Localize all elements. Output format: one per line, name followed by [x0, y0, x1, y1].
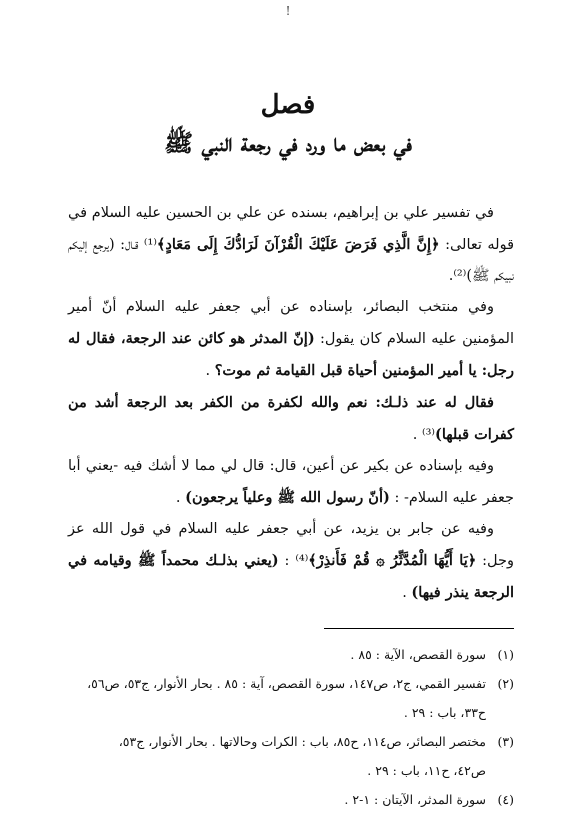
footnote: [62, 669, 514, 727]
text-run: ⁽²⁾.: [448, 268, 467, 284]
text-run: .: [175, 490, 186, 506]
footnote-line: ح٣٣، باب : ٢٩ .: [403, 705, 486, 720]
footnotes: [62, 640, 514, 814]
body-text: [68, 198, 514, 609]
text-run: .: [402, 585, 412, 601]
footnote-text: [62, 669, 486, 727]
quoted-text: (أنّ رسول الله ﷺ وعلياً يرجعون): [185, 489, 390, 506]
footnote-divider: [324, 628, 514, 629]
text-run: .: [205, 363, 215, 379]
footnote-line: مختصر البصائر، ص١١٤، ح٨٥، باب : الكرات وحالاتها . بحار الأنوار، ج٥٣،: [118, 734, 486, 749]
chapter-subheading: في بعض ما ورد في رجعة النبي ﷺ: [164, 128, 412, 157]
footnote-number: (٢): [497, 676, 514, 691]
paragraph: [68, 451, 514, 514]
footnote-text: [62, 640, 486, 669]
text-run: وفي منتخب البصائر، بإسناده عن أبي جعفر عليه السلام أنّ أمير المؤمنين عليه السلام كان يقول:: [68, 299, 514, 347]
footnote-text: [62, 785, 486, 814]
text-run: في تفسير علي بن إبراهيم، بسنده عن علي بن الحسين عليه السلام في قوله تعالى:: [68, 205, 515, 253]
chapter-heading: فصل: [260, 90, 316, 120]
text-run: ⁽¹⁾ قـال: (يرجع إليكم نبيكم ﷺ): [68, 237, 514, 284]
paragraph: [68, 387, 514, 451]
footnote-line: ص٤٢، ح١١، باب : ٢٩ .: [367, 763, 486, 778]
footnote: [62, 640, 514, 669]
footnote-number: (١): [497, 647, 514, 662]
footnote-line: تفسير القمي، ج٢، ص١٤٧، سورة القصص، آية : ٨٥ . بحار الأنوار، ج٥٣، ص٥٦،: [87, 676, 486, 691]
footnote-number: (٣): [497, 734, 514, 749]
footnote-text: [62, 727, 486, 785]
paragraph: [68, 198, 514, 292]
top-mark: !: [285, 4, 291, 18]
footnote-number: (٤): [497, 792, 514, 807]
paragraph: [68, 292, 514, 387]
text-run: ⁽⁴⁾ :: [278, 553, 309, 569]
quoted-text: ﴿إِنَّ الَّذِي فَرَضَ عَلَيْكَ الْقُرْآنَ لَرَادُّكَ إِلَى مَعَادٍ﴾: [156, 236, 440, 253]
paragraph: [68, 514, 514, 609]
footnote-line: سورة المدثر، الآيتان : ١-٢ .: [344, 792, 486, 807]
footnote: [62, 727, 514, 785]
quoted-text: (يعني بذلـك محمداً ﷺ وقيامه في الرجعة ينذر فيها): [68, 552, 514, 601]
quoted-text: (إنّ المدثر هو كائن عند الرجعة، فقال له رجل: يا أمير المؤمنين أحياة قبل القيامة ثم موت؟: [68, 330, 514, 379]
quoted-text: فقال له عند ذلـك: نعم والله لكفرة من الكفر بعد الرجعة أشد من كفرات قبلها): [68, 394, 514, 443]
text-run: وفيه بإسناده عن بكير عن أعين، قال: قال لي مما لا أشك فيه -يعني أبا جعفر عليه السلام- :: [68, 458, 514, 506]
text-run: ⁽³⁾ .: [412, 427, 435, 443]
text-run: وفيه عن جابر بن يزيد، عن أبي جعفر عليه السلام في قول الله عز وجل:: [68, 521, 514, 569]
footnote-line: سورة القصص، الآية : ٨٥ .: [350, 647, 486, 662]
quoted-text: ﴿يَا أَيُّهَا الْمُدَّثِّرُ ۞ قُمْ فَأَنذِرْ﴾: [308, 552, 477, 569]
footnote: [62, 785, 514, 814]
